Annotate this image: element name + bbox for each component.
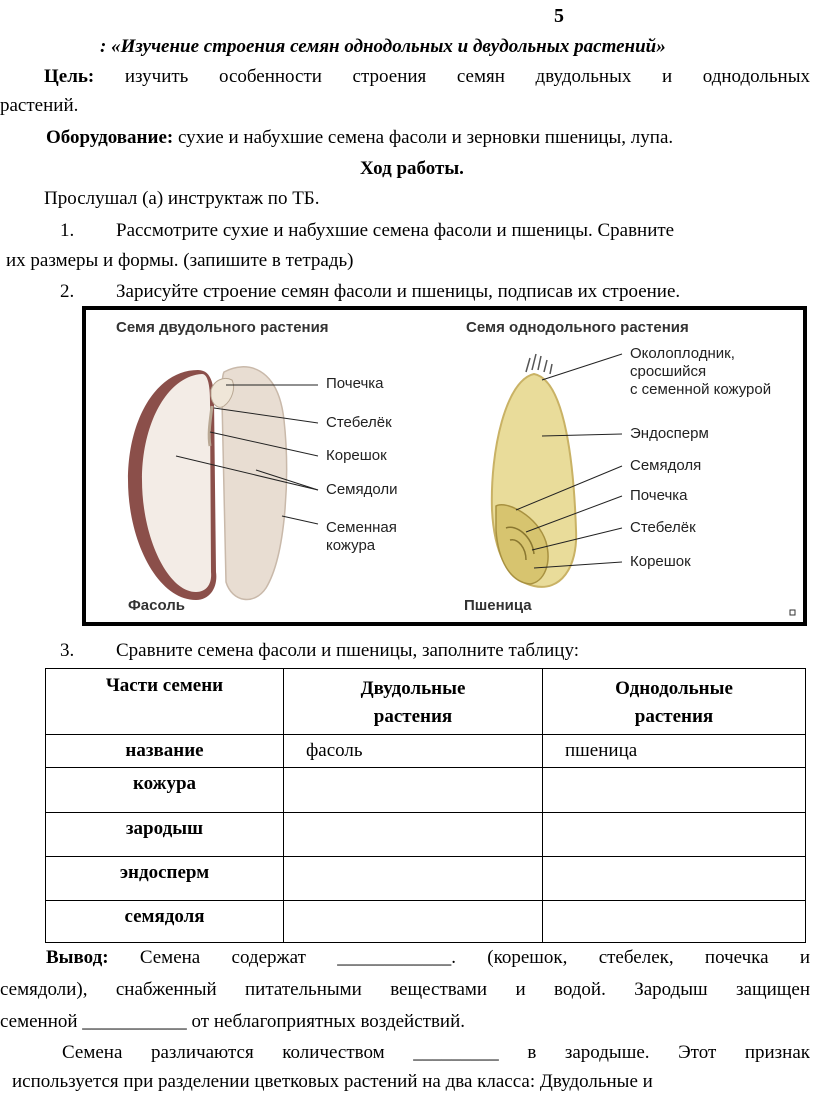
conclusion-text: Семена содержат ____________. (корешок, стебелек, почечка и <box>139 947 810 968</box>
table-row <box>46 901 806 943</box>
table-header: Однодольные растения <box>543 669 806 735</box>
table-header-row <box>46 669 806 735</box>
table-cell-monocot[interactable] <box>543 901 806 943</box>
wheat-hairs <box>526 354 552 374</box>
table-row <box>46 857 806 901</box>
table-cell-monocot[interactable] <box>543 813 806 857</box>
seed-diagram <box>86 310 803 622</box>
wheat-label-plumule: Почечка <box>630 487 688 504</box>
conclusion-line-1 <box>46 947 810 970</box>
table-cell-dicot[interactable] <box>284 813 543 857</box>
page-title: : «Изучение строения семян однодольных и двудольных растений» <box>100 36 666 57</box>
table-cell-monocot[interactable] <box>543 768 806 813</box>
wheat-label-pericarp-2: сросшийся <box>630 363 707 380</box>
goal-text-cont: растений. <box>0 95 79 116</box>
bean-label-cotyledons: Семядоли <box>326 481 398 498</box>
step-1-cont: их размеры и формы. (запишите в тетрадь) <box>6 250 354 271</box>
table-cell-dicot[interactable] <box>284 857 543 901</box>
dicot-title: Семя двудольного растения <box>116 319 329 336</box>
step-2 <box>60 281 680 304</box>
table-row <box>46 735 806 768</box>
bean-label-plumule: Почечка <box>326 375 384 392</box>
bean-seed-illustration <box>128 367 287 600</box>
conclusion-text: семядоли), снабженный питательными веществами и водой. Зародыш защищен <box>0 979 810 1000</box>
bean-caption: Фасоль <box>128 597 186 614</box>
progress-heading: Ход работы. <box>360 158 464 179</box>
bean-cotyledon-right <box>222 367 287 600</box>
bean-label-coat-2: кожура <box>326 537 376 554</box>
wheat-label-pericarp-1: Околоплодник, <box>630 345 735 362</box>
step-1 <box>60 220 810 243</box>
wheat-grain-illustration <box>492 354 576 587</box>
bean-label-root: Корешок <box>326 447 387 464</box>
wheat-label-root: Корешок <box>630 553 691 570</box>
conclusion-line-3: семенной ___________ от неблагоприятных воздействий. <box>0 1011 466 1032</box>
step-text: Рассмотрите сухие и набухшие семена фасоли и пшеницы. Сравните <box>116 220 675 241</box>
wheat-caption: Пшеница <box>464 597 532 614</box>
table-cell-part: зародыш <box>46 813 284 857</box>
step-number: 1. <box>60 220 75 241</box>
bean-label-stem: Стебелёк <box>326 414 392 431</box>
briefing-text: Прослушал (а) инструктаж по ТБ. <box>44 188 320 209</box>
goal-text: изучить особенности строения семян двудольных и однодольных <box>124 66 810 87</box>
conclusion-label: Вывод: <box>46 947 109 968</box>
wheat-label-endosperm: Эндосперм <box>630 425 709 442</box>
conclusion-line-5: используется при разделении цветковых растений на два класса: Двудольные и <box>12 1071 653 1092</box>
table-cell-part: название <box>46 735 284 768</box>
step-3 <box>60 640 579 663</box>
table-cell-monocot[interactable] <box>543 857 806 901</box>
conclusion-line-4 <box>62 1042 810 1065</box>
table-cell-dicot[interactable] <box>284 901 543 943</box>
table-row <box>46 813 806 857</box>
step-text: Зарисуйте строение семян фасоли и пшеницы, подписав их строение. <box>116 281 681 302</box>
table-cell-monocot[interactable]: пшеница <box>543 735 806 768</box>
equipment-line <box>46 127 673 150</box>
goal-label: Цель: <box>44 66 95 87</box>
conclusion-line-2 <box>0 979 810 1002</box>
goal-line <box>44 66 810 89</box>
equipment-label: Оборудование: <box>46 127 174 148</box>
table-cell-part: семядоля <box>46 901 284 943</box>
step-number: 2. <box>60 281 75 302</box>
step-text: Сравните семена фасоли и пшеницы, заполните таблицу: <box>116 640 579 661</box>
table-row <box>46 768 806 813</box>
bean-label-coat-1: Семенная <box>326 519 397 536</box>
monocot-title: Семя однодольного растения <box>466 319 689 336</box>
table-cell-part: эндосперм <box>46 857 284 901</box>
seed-structure-figure <box>82 306 807 626</box>
table-header: Двудольные растения <box>284 669 543 735</box>
table-header: Части семени <box>46 669 284 735</box>
table-cell-dicot[interactable] <box>284 768 543 813</box>
wheat-label-stem: Стебелёк <box>630 519 696 536</box>
conclusion-text: Семена различаются количеством _________ в зародыше. Этот признак <box>62 1042 810 1063</box>
equipment-text: сухие и набухшие семена фасоли и зерновки пшеницы, лупа. <box>177 127 674 148</box>
wheat-label-pericarp-3: с семенной кожурой <box>630 381 772 398</box>
step-number: 3. <box>60 640 75 661</box>
table-cell-dicot[interactable]: фасоль <box>284 735 543 768</box>
wheat-label-cotyledon: Семядоля <box>630 457 702 474</box>
page-number: 5 <box>554 5 564 27</box>
table-cell-part: кожура <box>46 768 284 813</box>
comparison-table <box>45 668 806 943</box>
corner-mark-icon <box>790 610 795 615</box>
